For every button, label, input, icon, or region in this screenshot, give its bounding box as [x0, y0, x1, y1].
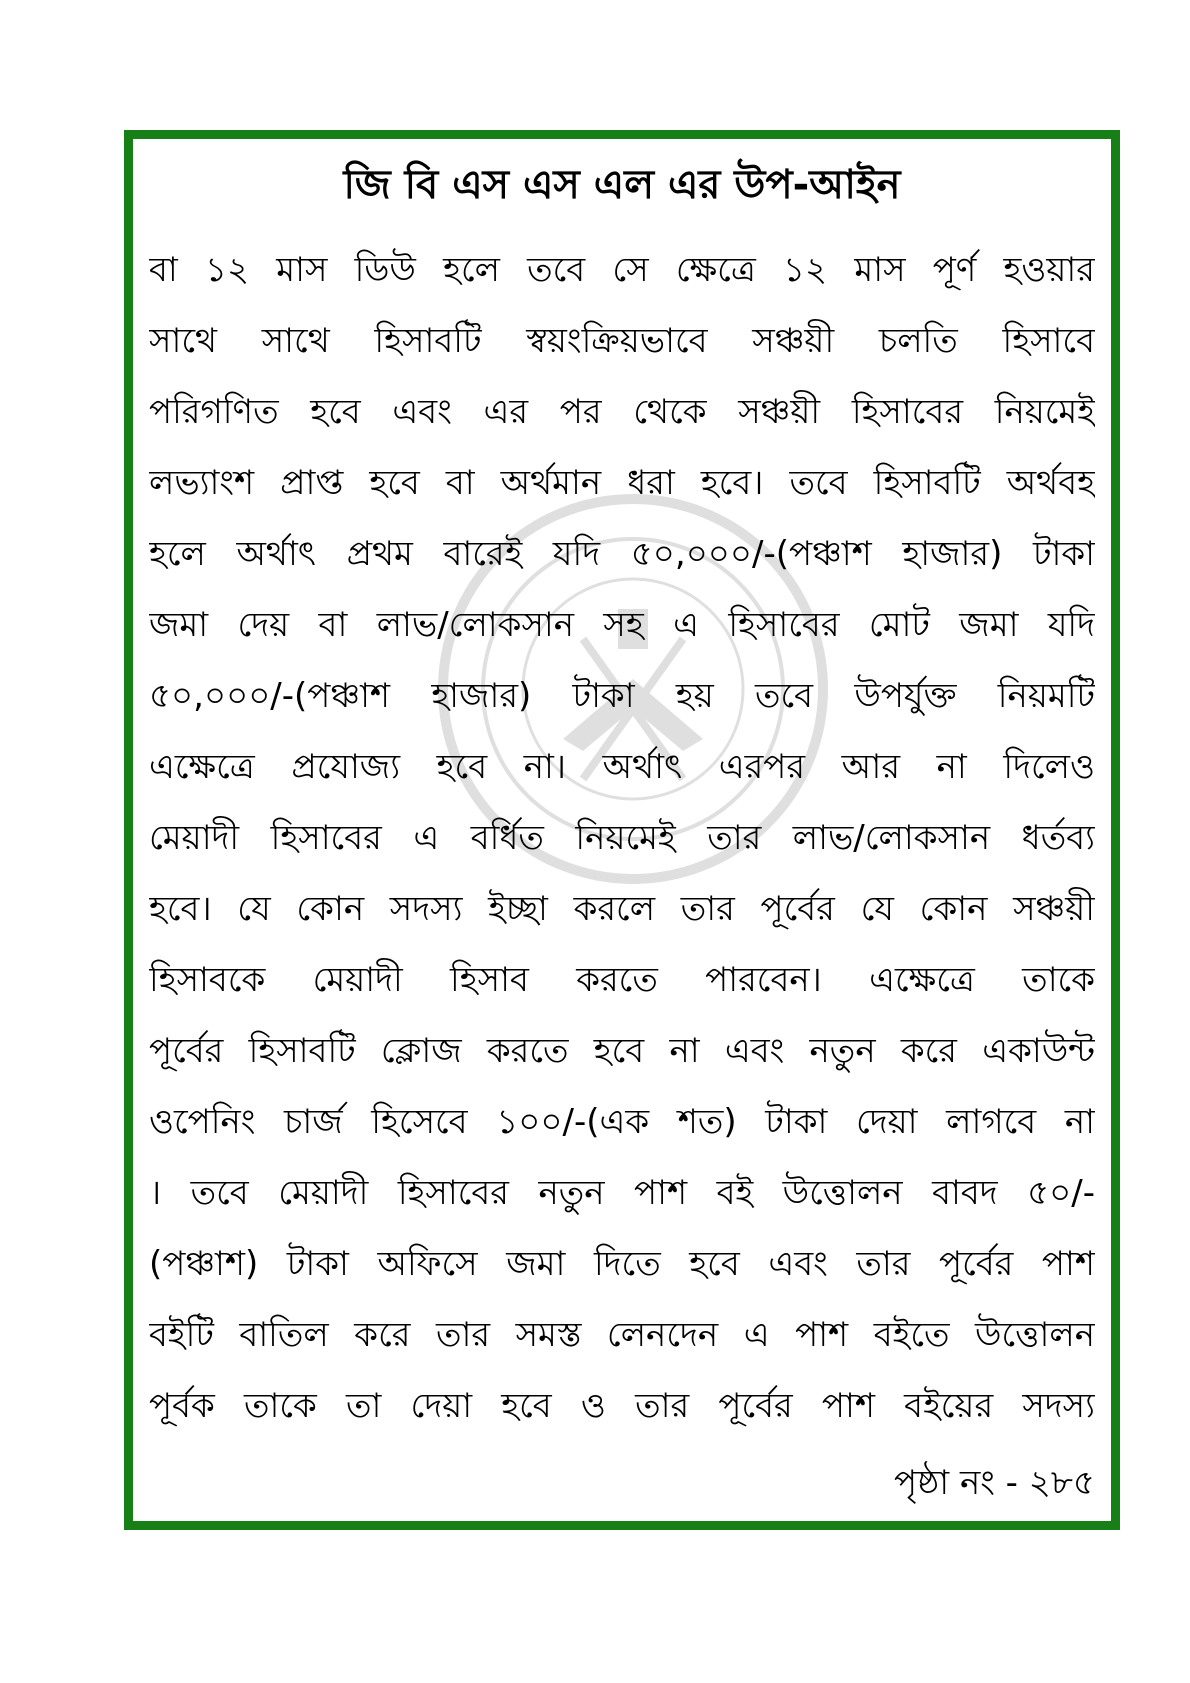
text-line: লভ্যাংশ প্রাপ্ত হবে বা অর্থমান ধরা হবে। তবে হিসাবটি অর্থবহ	[149, 463, 1095, 503]
page-frame	[124, 130, 1120, 1530]
text-line: বা ১২ মাস ডিউ হলে তবে সে ক্ষেত্রে ১২ মাস পূর্ণ হওয়ার	[149, 250, 1095, 290]
text-line: পূর্বক তাকে তা দেয়া হবে ও তার পূর্বের পাশ বইয়ের সদস্য	[149, 1386, 1095, 1426]
text-line: বইটি বাতিল করে তার সমস্ত লেনদেন এ পাশ বইতে উত্তোলন	[149, 1315, 1095, 1355]
page-number: পৃষ্ঠা নং - ২৮৫	[894, 1463, 1095, 1503]
text-line: মেয়াদী হিসাবের এ বর্ধিত নিয়মেই তার লাভ/লোকসান ধর্তব্য	[149, 818, 1095, 858]
text-line: পরিগণিত হবে এবং এর পর থেকে সঞ্চয়ী হিসাবের নিয়মেই	[149, 392, 1095, 432]
text-line: এক্ষেত্রে প্রযোজ্য হবে না। অর্থাৎ এরপর আর না দিলেও	[149, 747, 1095, 787]
text-line: হিসাবকে মেয়াদী হিসাব করতে পারবেন। এক্ষেত্রে তাকে	[149, 960, 1095, 1000]
text-line: । তবে মেয়াদী হিসাবের নতুন পাশ বই উত্তোলন বাবদ ৫০/-	[149, 1173, 1095, 1213]
text-line: জমা দেয় বা লাভ/লোকসান সহ এ হিসাবের মোট জমা যদি	[149, 605, 1095, 645]
text-line: (পঞ্চাশ) টাকা অফিসে জমা দিতে হবে এবং তার পূর্বের পাশ	[149, 1244, 1095, 1284]
body-text	[149, 235, 1095, 1442]
document-title: জি বি এস এস এল এর উপ-আইন	[343, 162, 901, 208]
text-line: পূর্বের হিসাবটি ক্লোজ করতে হবে না এবং নতুন করে একাউন্ট	[149, 1031, 1095, 1071]
text-line: হলে অর্থাৎ প্রথম বারেই যদি ৫০,০০০/-(পঞ্চাশ হাজার) টাকা	[149, 534, 1095, 574]
text-line: সাথে সাথে হিসাবটি স্বয়ংক্রিয়ভাবে সঞ্চয়ী চলতি হিসাবে	[149, 321, 1095, 361]
text-line: ওপেনিং চার্জ হিসেবে ১০০/-(এক শত) টাকা দেয়া লাগবে না	[149, 1102, 1095, 1142]
text-line: হবে। যে কোন সদস্য ইচ্ছা করলে তার পূর্বের যে কোন সঞ্চয়ী	[149, 889, 1095, 929]
text-line: ৫০,০০০/-(পঞ্চাশ হাজার) টাকা হয় তবে উপর্যুক্ত নিয়মটি	[149, 676, 1095, 716]
